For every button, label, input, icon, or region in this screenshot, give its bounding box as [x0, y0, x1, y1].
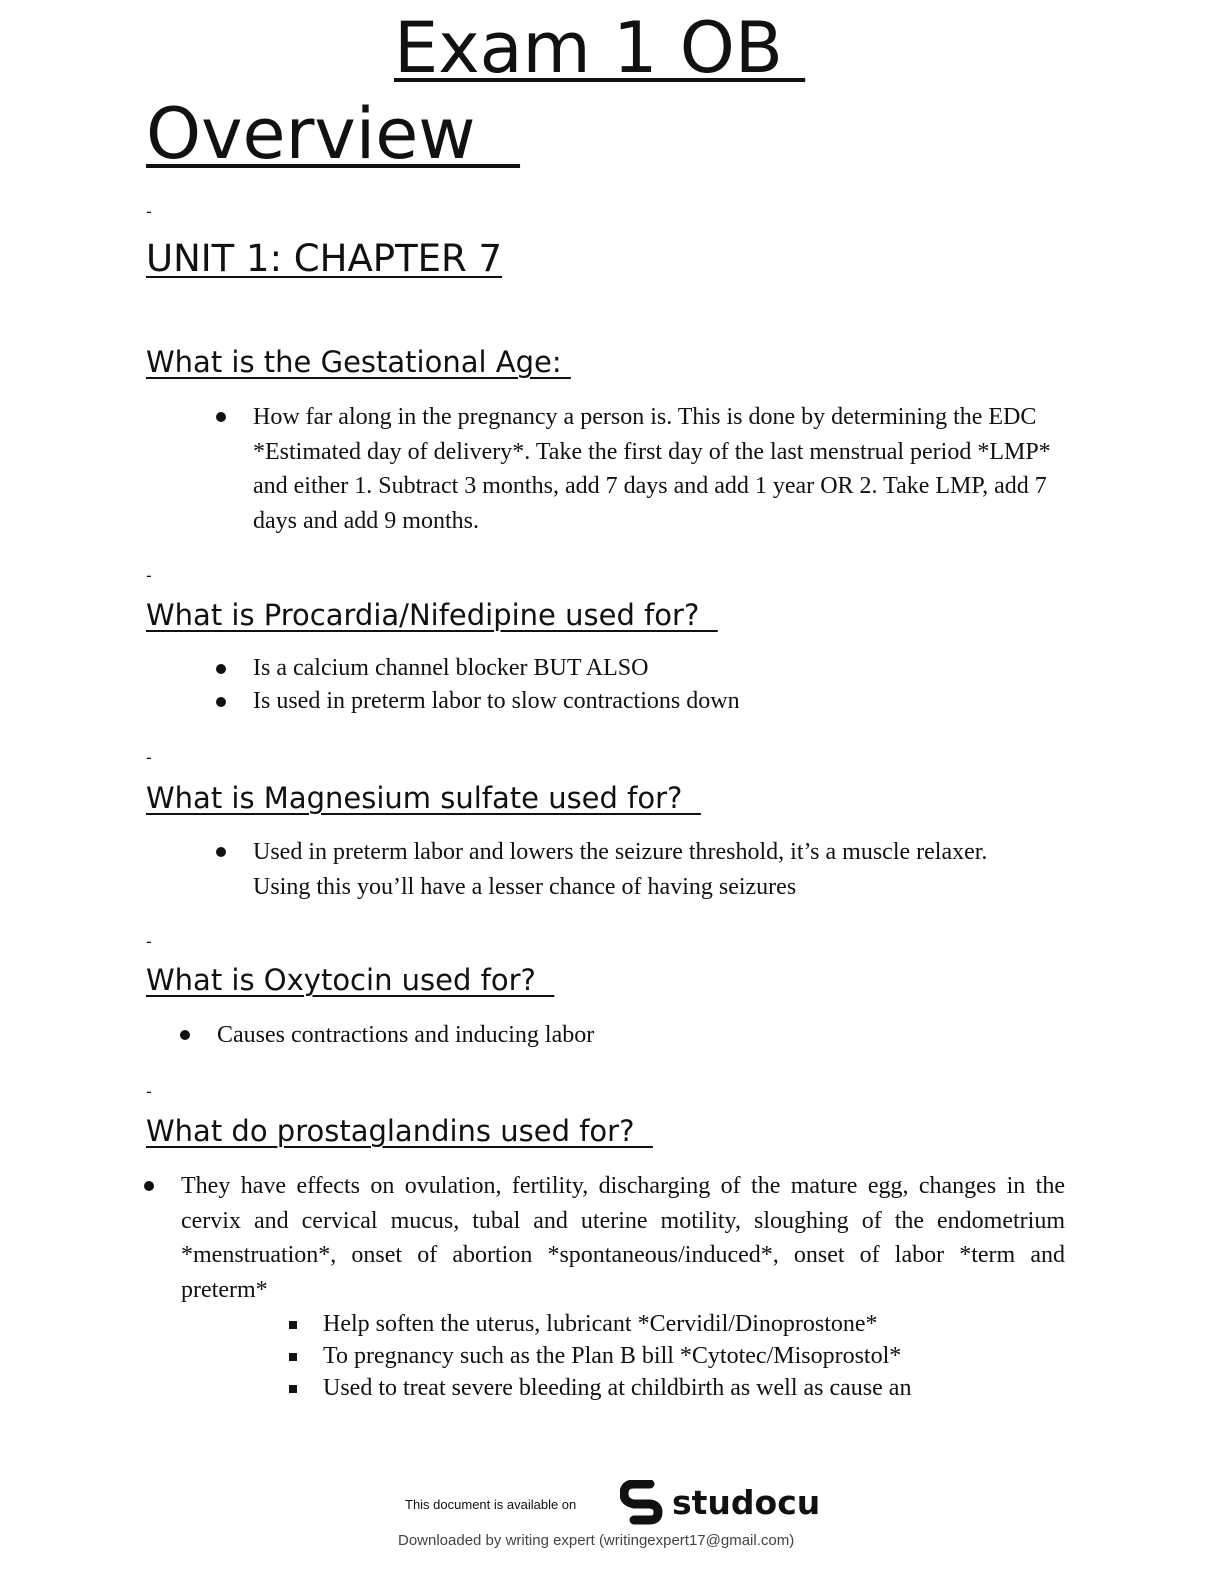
sub-bullet-list — [323, 1308, 1083, 1404]
bullet-dot-icon — [144, 1181, 154, 1191]
bullet-list — [217, 1018, 1017, 1053]
section-heading-magnesium: What is Magnesium sulfate used for? — [146, 781, 701, 815]
bullet-square-icon — [289, 1353, 297, 1361]
bullet-list — [253, 652, 1053, 718]
download-credit: Downloaded by writing expert (writingexpert17@gmail.com) — [398, 1532, 795, 1549]
studocu-logo-icon[interactable] — [620, 1480, 670, 1526]
document-title-line-2: Overview — [146, 93, 521, 175]
bullet-dot-icon — [216, 847, 226, 857]
list-item: Help soften the uterus, lubricant *Cervidil/Dinoprostone* — [323, 1308, 1083, 1340]
dash-marker: - — [146, 748, 152, 767]
unit-heading: UNIT 1: CHAPTER 7 — [146, 237, 503, 280]
bullet-list — [253, 835, 1033, 904]
bullet-list — [253, 400, 1053, 538]
availability-note: This document is available on — [405, 1497, 577, 1512]
list-item: Used to treat severe bleeding at childbirth as well as cause an — [323, 1372, 1083, 1404]
dash-marker: - — [146, 202, 152, 221]
bullet-dot-icon — [216, 697, 226, 707]
document-title-line-1: Exam 1 OB — [394, 7, 806, 89]
list-item: To pregnancy such as the Plan B bill *Cytotec/Misoprostol* — [323, 1340, 1083, 1372]
bullet-square-icon — [289, 1321, 297, 1329]
dash-marker: - — [146, 932, 152, 951]
studocu-brand[interactable]: studocu — [672, 1483, 821, 1522]
section-heading-oxytocin: What is Oxytocin used for? — [146, 963, 555, 997]
bullet-dot-icon — [180, 1030, 190, 1040]
bullet-dot-icon — [216, 664, 226, 674]
section-heading-prostaglandins: What do prostaglandins used for? — [146, 1114, 653, 1148]
list-item: They have effects on ovulation, fertility, discharging of the mature egg, changes in the cervix and cervical mucus, tubal and uterine motility, sloughing of the endometrium *menstruation*, onset of abortion *spontaneous/induced*, onset of labor *term and preterm* — [181, 1169, 1065, 1307]
bullet-dot-icon — [216, 412, 226, 422]
bullet-list — [181, 1169, 1065, 1307]
list-item: How far along in the pregnancy a person is. This is done by determining the EDC *Estimated day of delivery*. Take the first day of the last menstrual period *LMP* and either 1. Subtract 3 months, add 7 days and add 1 year OR 2. Take LMP, add 7 days and add 9 months. — [253, 400, 1053, 538]
list-item: Is used in preterm labor to slow contractions down — [253, 685, 1053, 718]
dash-marker: - — [146, 1082, 152, 1101]
bullet-square-icon — [289, 1385, 297, 1393]
section-heading-gestational-age: What is the Gestational Age: — [146, 345, 571, 379]
list-item: Causes contractions and inducing labor — [217, 1018, 1017, 1053]
list-item: Used in preterm labor and lowers the seizure threshold, it’s a muscle relaxer. Using this you’ll have a lesser chance of having seizures — [253, 835, 1033, 904]
dash-marker: - — [146, 566, 152, 585]
list-item: Is a calcium channel blocker BUT ALSO — [253, 652, 1053, 685]
section-heading-procardia: What is Procardia/Nifedipine used for? — [146, 598, 718, 632]
